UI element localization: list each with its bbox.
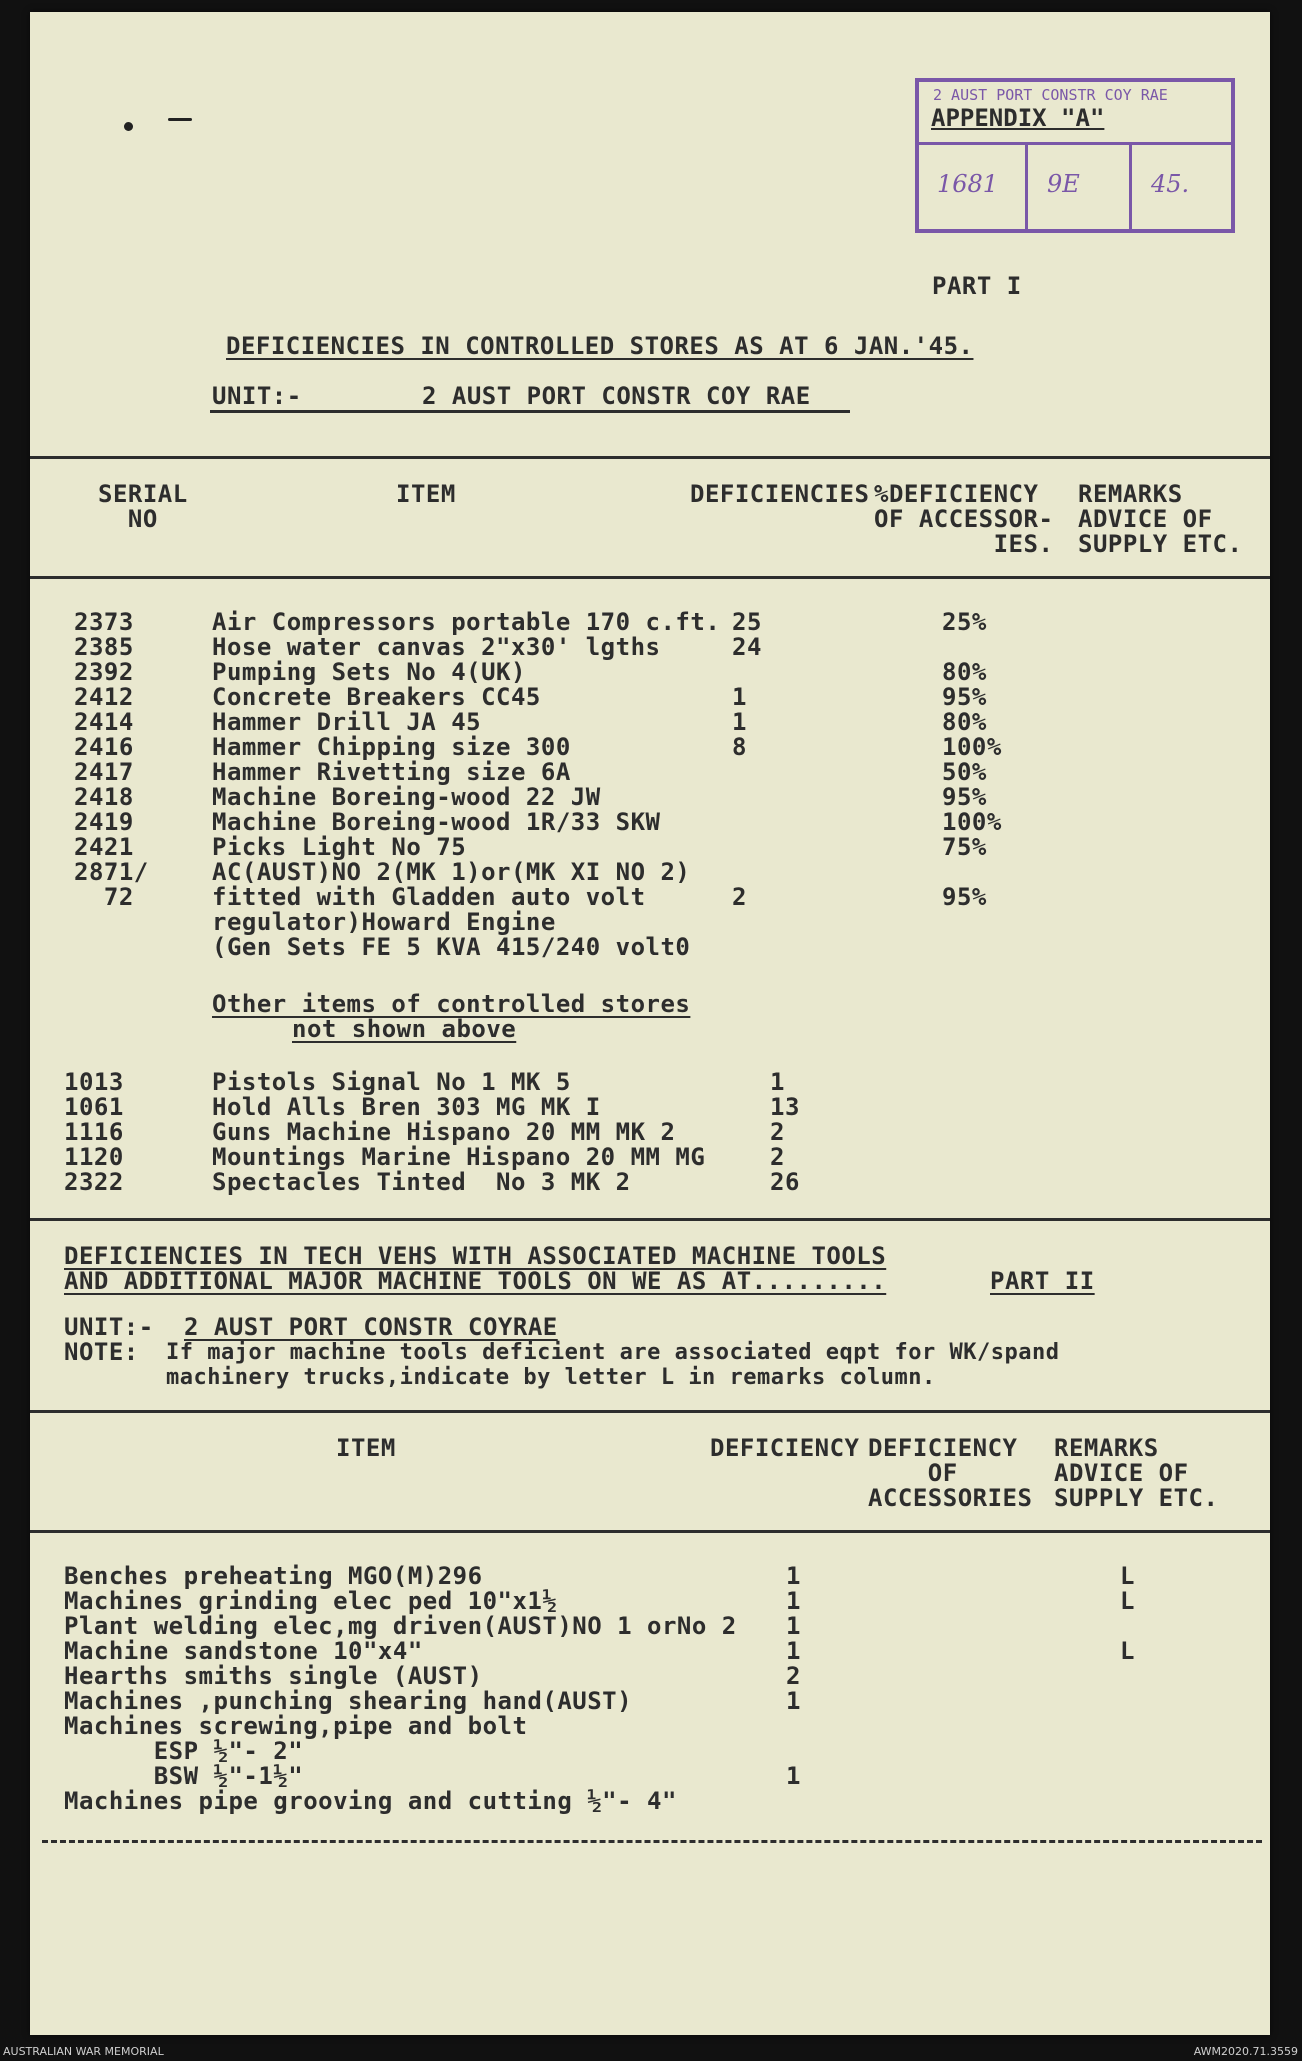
- qty-cell: 1: [786, 1587, 801, 1615]
- serial-cell: 2419: [74, 808, 134, 836]
- item-cell: Machine sandstone 10"x4": [64, 1637, 423, 1665]
- serial-cell: 2871/: [74, 858, 149, 886]
- item-cell: Machine Boreing-wood 1R/33 SKW: [212, 808, 661, 836]
- item-cell: Machines screwing,pipe and bolt: [64, 1712, 528, 1740]
- item-cell: (Gen Sets FE 5 KVA 415/240 volt0: [212, 933, 691, 961]
- item-cell: Hammer Chipping size 300: [212, 733, 571, 761]
- part2-unit-label: UNIT:-: [64, 1313, 154, 1341]
- footer-left: AUSTRALIAN WAR MEMORIAL: [3, 2045, 164, 2058]
- header-rule-bottom: [30, 1530, 1270, 1533]
- item-cell: Mountings Marine Hispano 20 MM MG: [212, 1143, 706, 1171]
- item-cell: Air Compressors portable 170 c.ft.: [212, 608, 721, 636]
- serial-cell: 2417: [74, 758, 134, 786]
- item-cell: regulator)Howard Engine: [212, 908, 556, 936]
- item-cell: Hammer Drill JA 45: [212, 708, 482, 736]
- part2-title-line1: DEFICIENCIES IN TECH VEHS WITH ASSOCIATED MACHINE TOOLS: [64, 1242, 887, 1270]
- stamp-handwritten-code: 9E: [1047, 170, 1080, 198]
- pct-cell: 25%: [942, 608, 987, 636]
- ink-mark: [168, 118, 192, 121]
- item-cell: Hose water canvas 2"x30' lgths: [212, 633, 661, 661]
- other-items-subheading: not shown above: [292, 1015, 517, 1043]
- serial-cell: 1116: [64, 1118, 124, 1146]
- footer-right: AWM2020.71.3559: [1193, 2045, 1298, 2058]
- closing-rule: [42, 1840, 1262, 1843]
- header-rule-top: [30, 456, 1270, 459]
- qty-cell: 1: [786, 1762, 801, 1790]
- qty-cell: 13: [770, 1093, 800, 1121]
- part2-note-line1: If major machine tools deficient are associated eqpt for WK/spand: [166, 1340, 1060, 1365]
- qty-cell: 1: [786, 1612, 801, 1640]
- qty-cell: 2: [770, 1143, 785, 1171]
- ink-mark: [124, 122, 133, 131]
- qty-cell: 24: [732, 633, 762, 661]
- qty-cell: 8: [732, 733, 747, 761]
- other-items-heading: Other items of controlled stores: [212, 990, 691, 1018]
- item-cell: Hearths smiths single (AUST): [64, 1662, 483, 1690]
- serial-cell: 2421: [74, 833, 134, 861]
- serial-cell: 2418: [74, 783, 134, 811]
- item-cell: Guns Machine Hispano 20 MM MK 2: [212, 1118, 676, 1146]
- header-pct-deficiency: %DEFICIENCY OF ACCESSOR- IES.: [874, 480, 1054, 558]
- qty-cell: 1: [732, 708, 747, 736]
- stamp-divider: [1025, 142, 1028, 229]
- section-divider: [30, 1218, 1270, 1221]
- serial-cell: 2373: [74, 608, 134, 636]
- item-cell: Plant welding elec,mg driven(AUST)NO 1 orNo 2: [64, 1612, 737, 1640]
- item-cell: BSW ½"-1½": [64, 1762, 304, 1790]
- serial-cell: 2412: [74, 683, 134, 711]
- item-cell: Benches preheating MGO(M)296: [64, 1562, 483, 1590]
- pct-cell: 50%: [942, 758, 987, 786]
- header-item: ITEM: [396, 480, 456, 508]
- item-cell: Pumping Sets No 4(UK): [212, 658, 526, 686]
- serial-cell: 2416: [74, 733, 134, 761]
- pct-cell: 80%: [942, 658, 987, 686]
- qty-cell: 1: [786, 1687, 801, 1715]
- qty-cell: 2: [770, 1118, 785, 1146]
- header-item: ITEM: [336, 1434, 396, 1462]
- header-remarks: REMARKS ADVICE OF SUPPLY ETC.: [1078, 480, 1243, 558]
- part2-unit-value: 2 AUST PORT CONSTR COYRAE: [184, 1313, 558, 1341]
- item-cell: AC(AUST)NO 2(MK 1)or(MK XI NO 2): [212, 858, 691, 886]
- qty-cell: 1: [732, 683, 747, 711]
- registry-stamp: [915, 78, 1235, 233]
- pct-cell: 95%: [942, 683, 987, 711]
- item-cell: Hammer Rivetting size 6A: [212, 758, 571, 786]
- serial-cell: 1061: [64, 1093, 124, 1121]
- header-deficiencies: DEFICIENCIES: [690, 480, 870, 508]
- part2-title-line2: AND ADDITIONAL MAJOR MACHINE TOOLS ON WE AS AT.........: [64, 1267, 887, 1295]
- item-cell: Machines pipe grooving and cutting ½"- 4": [64, 1787, 677, 1815]
- part1-label: PART I: [932, 272, 1022, 300]
- serial-cell: 2392: [74, 658, 134, 686]
- stamp-handwritten-year: 45.: [1151, 170, 1190, 198]
- serial-cell: 2322: [64, 1168, 124, 1196]
- unit-underline: [210, 410, 850, 413]
- pct-cell: 100%: [942, 808, 1002, 836]
- qty-cell: 26: [770, 1168, 800, 1196]
- item-cell: ESP ½"- 2": [64, 1737, 304, 1765]
- remarks-cell: L: [1120, 1637, 1135, 1665]
- qty-cell: 1: [786, 1562, 801, 1590]
- serial-cell: 72: [74, 883, 134, 911]
- serial-cell: 2385: [74, 633, 134, 661]
- pct-cell: 100%: [942, 733, 1002, 761]
- stamp-divider: [919, 142, 1231, 145]
- stamp-divider: [1129, 142, 1132, 229]
- item-cell: Machines grinding elec ped 10"x1½: [64, 1587, 558, 1615]
- item-cell: Machine Boreing-wood 22 JW: [212, 783, 601, 811]
- pct-cell: 75%: [942, 833, 987, 861]
- qty-cell: 2: [786, 1662, 801, 1690]
- header-rule-bottom: [30, 576, 1270, 579]
- part1-unit-label: UNIT:-: [212, 382, 302, 410]
- header-serial: SERIAL NO: [98, 480, 188, 533]
- header-remarks: REMARKS ADVICE OF SUPPLY ETC.: [1054, 1434, 1219, 1512]
- qty-cell: 1: [770, 1068, 785, 1096]
- header-deficiency-accessories: DEFICIENCY OF ACCESSORIES: [868, 1434, 1033, 1512]
- stamp-unit: 2 AUST PORT CONSTR COY RAE: [933, 86, 1168, 104]
- item-cell: Picks Light No 75: [212, 833, 467, 861]
- part1-title: DEFICIENCIES IN CONTROLLED STORES AS AT 6 JAN.'45.: [226, 332, 974, 360]
- pct-cell: 80%: [942, 708, 987, 736]
- remarks-cell: L: [1120, 1562, 1135, 1590]
- remarks-cell: L: [1120, 1587, 1135, 1615]
- serial-cell: 2414: [74, 708, 134, 736]
- item-cell: fitted with Gladden auto volt: [212, 883, 646, 911]
- item-cell: Concrete Breakers CC45: [212, 683, 541, 711]
- item-cell: Spectacles Tinted No 3 MK 2: [212, 1168, 631, 1196]
- item-cell: Machines ,punching shearing hand(AUST): [64, 1687, 633, 1715]
- part2-note-line2: machinery trucks,indicate by letter L in remarks column.: [166, 1365, 936, 1390]
- document-page: [30, 12, 1270, 2035]
- item-cell: Hold Alls Bren 303 MG MK I: [212, 1093, 601, 1121]
- part2-label: PART II: [990, 1267, 1095, 1295]
- qty-cell: 2: [732, 883, 747, 911]
- qty-cell: 25: [732, 608, 762, 636]
- header-deficiency: DEFICIENCY: [710, 1434, 860, 1462]
- part2-note-label: NOTE:: [64, 1338, 139, 1366]
- part1-unit-value: 2 AUST PORT CONSTR COY RAE: [422, 382, 811, 410]
- pct-cell: 95%: [942, 883, 987, 911]
- serial-cell: 1013: [64, 1068, 124, 1096]
- stamp-handwritten-number: 1681: [937, 170, 999, 198]
- pct-cell: 95%: [942, 783, 987, 811]
- qty-cell: 1: [786, 1637, 801, 1665]
- appendix-label: APPENDIX "A": [931, 104, 1105, 132]
- item-cell: Pistols Signal No 1 MK 5: [212, 1068, 571, 1096]
- serial-cell: 1120: [64, 1143, 124, 1171]
- header-rule-top: [30, 1410, 1270, 1413]
